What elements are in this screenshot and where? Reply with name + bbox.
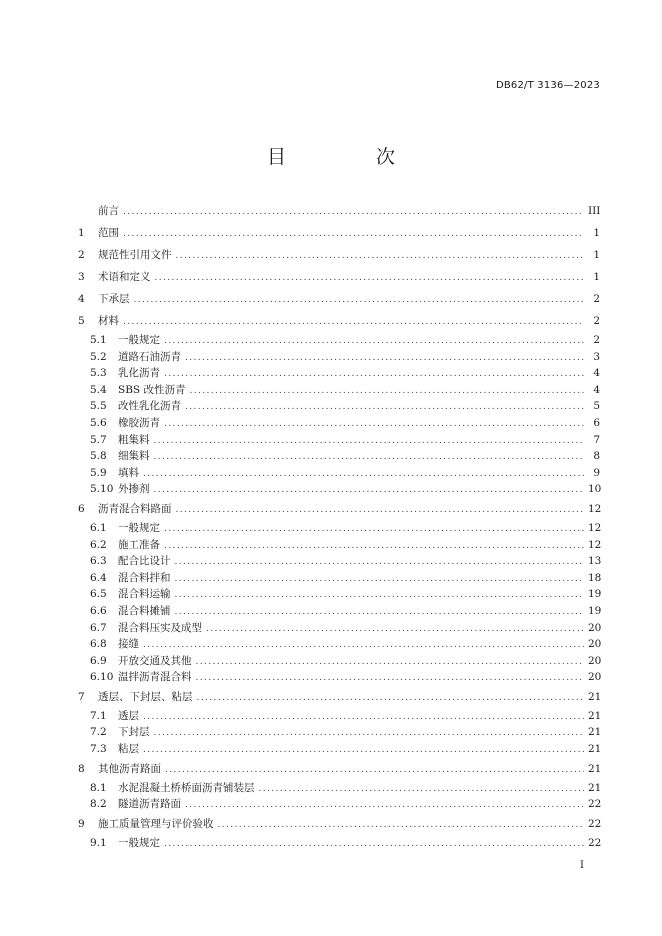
toc-entry-page: 12 [588, 538, 602, 551]
toc-entry-title: 材料 [98, 315, 119, 327]
toc-entry[interactable] [78, 620, 600, 637]
toc-entry[interactable] [78, 780, 600, 797]
toc-entry[interactable] [78, 669, 600, 686]
toc-leader-dots [206, 621, 584, 638]
toc-entry-page: 2 [593, 293, 600, 305]
toc-leader-dots [164, 333, 584, 350]
toc-entry-title: 施工质量管理与评价验收 [98, 817, 214, 830]
toc-entry-title: 温拌沥青混合料 [118, 671, 192, 684]
toc-entry-title: 透层 [118, 709, 139, 722]
toc-entry-number: 4 [78, 293, 85, 305]
toc-entry-number: 2 [78, 249, 85, 261]
toc-entry-title: 粘层 [118, 743, 139, 756]
toc-entry-title: 术语和定义 [98, 271, 151, 283]
toc-entry-number: 5.2 [90, 350, 107, 363]
toc-entry-number: 6.1 [90, 521, 107, 534]
toc-entry-number: 6 [78, 502, 85, 515]
table-of-contents [78, 200, 600, 851]
toc-leader-dots [123, 201, 584, 223]
toc-leader-dots [143, 709, 584, 726]
toc-entry[interactable] [78, 349, 600, 366]
toc-leader-dots [143, 742, 584, 759]
toc-leader-dots [123, 311, 584, 333]
page-number: I [580, 860, 584, 871]
toc-leader-dots [175, 587, 585, 604]
toc-entry-page: 8 [593, 450, 600, 463]
toc-entry-title: 粗集料 [118, 433, 150, 446]
toc-entry[interactable] [78, 813, 600, 835]
toc-entry-page: 22 [588, 836, 602, 849]
toc-entry-page: 2 [593, 315, 600, 327]
toc-entry-title: 一般规定 [118, 836, 160, 849]
toc-entry-page: 1 [593, 227, 600, 239]
toc-entry[interactable] [78, 498, 600, 520]
toc-entry-number: 8 [78, 762, 85, 775]
toc-entry[interactable] [78, 553, 600, 570]
toc-entry-page: 3 [593, 350, 600, 363]
toc-entry-number: 7.3 [90, 743, 107, 756]
toc-entry[interactable] [78, 200, 600, 222]
toc-entry-number: 1 [78, 227, 85, 239]
toc-entry-number: 5.7 [90, 433, 107, 446]
toc-entry-page: 2 [593, 334, 600, 346]
toc-leader-dots [164, 521, 584, 538]
toc-entry-number: 8.2 [90, 798, 107, 811]
toc-entry-number: 7.2 [90, 726, 107, 739]
toc-entry[interactable] [78, 586, 600, 603]
toc-entry-page: 21 [588, 781, 602, 794]
toc-leader-dots [185, 350, 584, 367]
toc-entry-page: 20 [588, 654, 602, 667]
toc-entry-title: 其他沥青路面 [98, 762, 161, 775]
toc-leader-dots [143, 637, 584, 654]
toc-leader-dots [154, 433, 585, 450]
toc-leader-dots [197, 687, 585, 709]
toc-entry-number: 6.7 [90, 621, 107, 634]
toc-entry-title: 透层、下封层、粘层 [98, 690, 193, 703]
toc-entry[interactable] [78, 222, 600, 244]
toc-entry-page: 21 [588, 743, 602, 756]
toc-leader-dots [154, 449, 585, 466]
toc-entry-page: 4 [593, 383, 600, 396]
toc-entry[interactable] [78, 520, 600, 537]
toc-entry[interactable] [78, 244, 600, 266]
toc-entry[interactable] [78, 603, 600, 620]
toc-entry-number: 6.8 [90, 638, 107, 651]
toc-entry-title: 混合料运输 [118, 588, 171, 601]
toc-entry-title: 一般规定 [118, 521, 160, 534]
toc-entry-number: 6.5 [90, 588, 107, 601]
toc-entry-title: 下承层 [98, 293, 130, 305]
toc-entry-title: 开放交通及其他 [118, 654, 192, 667]
toc-entry-title: 乳化沥青 [118, 367, 160, 380]
toc-entry-page: 20 [588, 621, 602, 634]
toc-entry-number: 9.1 [90, 836, 107, 849]
toc-entry-title: 范围 [98, 227, 119, 239]
toc-leader-dots [134, 289, 585, 311]
toc-entry-page: 21 [588, 726, 602, 739]
toc-entry-title: 改性乳化沥青 [118, 400, 181, 413]
toc-leader-dots [155, 267, 585, 289]
toc-leader-dots [176, 245, 585, 267]
toc-leader-dots [185, 797, 584, 814]
toc-entry-page: 19 [588, 604, 602, 617]
toc-entry-title: 混合料压实及成型 [118, 621, 202, 634]
toc-entry[interactable] [78, 708, 600, 725]
toc-leader-dots [143, 466, 584, 483]
toc-entry-title: 橡胶沥青 [118, 416, 160, 429]
toc-entry[interactable] [78, 332, 600, 349]
toc-leader-dots [175, 554, 585, 571]
toc-entry-page: 22 [588, 817, 602, 830]
toc-entry-number: 7.1 [90, 709, 107, 722]
toc-entry-number: 6.2 [90, 538, 107, 551]
toc-entry-page: 7 [593, 433, 600, 446]
toc-entry[interactable] [78, 758, 600, 780]
toc-entry[interactable] [78, 432, 600, 449]
toc-entry[interactable] [78, 448, 600, 465]
toc-entry[interactable] [78, 310, 600, 332]
toc-entry-number: 5 [78, 315, 85, 327]
toc-entry[interactable] [78, 796, 600, 813]
page-title: 目 次 [266, 146, 438, 168]
toc-entry-number: 5.1 [90, 334, 107, 346]
toc-leader-dots [154, 725, 585, 742]
toc-entry-page: 21 [588, 690, 602, 703]
toc-leader-dots [164, 366, 584, 383]
toc-leader-dots [196, 654, 585, 671]
toc-entry[interactable] [78, 741, 600, 758]
toc-entry[interactable] [78, 686, 600, 708]
toc-leader-dots [175, 604, 585, 621]
toc-entry-number: 9 [78, 817, 85, 830]
toc-leader-dots [218, 814, 585, 836]
toc-entry-page: 12 [588, 521, 602, 534]
toc-entry-page: 5 [593, 400, 600, 413]
toc-entry-page: 12 [588, 502, 602, 515]
toc-entry[interactable] [78, 537, 600, 554]
toc-entry-number: 5.8 [90, 450, 107, 463]
toc-entry-number: 5.10 [90, 483, 114, 496]
toc-entry-page: 1 [593, 249, 600, 261]
toc-entry-title: 填料 [118, 466, 139, 479]
toc-entry-title: 施工准备 [118, 538, 160, 551]
toc-entry-number: 3 [78, 271, 85, 283]
toc-entry-title: 水泥混凝土桥桥面沥青铺装层 [118, 781, 255, 794]
toc-leader-dots [165, 759, 584, 781]
toc-entry-page: 18 [588, 571, 602, 584]
toc-entry-title: 前言 [98, 205, 119, 217]
toc-entry[interactable] [78, 266, 600, 288]
toc-entry[interactable] [78, 724, 600, 741]
toc-entry-page: 19 [588, 588, 602, 601]
toc-entry-page: 22 [588, 798, 602, 811]
toc-entry-page: 9 [593, 466, 600, 479]
toc-entry-number: 6.10 [90, 671, 114, 684]
toc-entry-number: 6.3 [90, 555, 107, 568]
toc-entry-title: 一般规定 [118, 334, 160, 346]
toc-entry[interactable] [78, 835, 600, 852]
toc-leader-dots [189, 383, 584, 400]
toc-leader-dots [185, 399, 584, 416]
toc-leader-dots [164, 416, 584, 433]
toc-entry-number: 8.1 [90, 781, 107, 794]
toc-entry-title: 细集料 [118, 450, 150, 463]
toc-entry-title: 道路石油沥青 [118, 350, 181, 363]
toc-entry-page: 10 [588, 483, 602, 496]
toc-leader-dots [176, 499, 585, 521]
toc-entry-number: 5.9 [90, 466, 107, 479]
toc-leader-dots [196, 670, 585, 687]
toc-entry[interactable] [78, 365, 600, 382]
toc-entry-page: 13 [588, 555, 602, 568]
toc-entry-title: 下封层 [118, 726, 150, 739]
toc-entry-title: 混合料摊铺 [118, 604, 171, 617]
toc-leader-dots [175, 571, 585, 588]
toc-entry-title: 沥青混合料路面 [98, 502, 172, 515]
toc-entry-page: 20 [588, 638, 602, 651]
toc-entry-page: 1 [593, 271, 600, 283]
toc-leader-dots [259, 781, 585, 798]
toc-entry-title: 混合料拌和 [118, 571, 171, 584]
toc-entry-number: 5.6 [90, 416, 107, 429]
toc-entry[interactable] [78, 382, 600, 399]
toc-entry-title: 隧道沥青路面 [118, 798, 181, 811]
toc-entry-number: 5.5 [90, 400, 107, 413]
toc-entry-title: 外掺剂 [118, 483, 150, 496]
toc-entry[interactable] [78, 288, 600, 310]
toc-entry-page: 21 [588, 709, 602, 722]
toc-entry-page: 21 [588, 762, 602, 775]
toc-entry-page: III [588, 205, 601, 217]
toc-entry-title: 配合比设计 [118, 555, 171, 568]
toc-entry-number: 5.3 [90, 367, 107, 380]
toc-leader-dots [164, 538, 584, 555]
toc-entry[interactable] [78, 653, 600, 670]
toc-entry[interactable] [78, 465, 600, 482]
toc-entry-page: 6 [593, 416, 600, 429]
toc-entry[interactable] [78, 415, 600, 432]
toc-leader-dots [164, 836, 584, 853]
toc-leader-dots [123, 223, 584, 245]
toc-entry-number: 6.6 [90, 604, 107, 617]
toc-entry[interactable] [78, 398, 600, 415]
toc-entry[interactable] [78, 636, 600, 653]
toc-entry-title: SBS 改性沥青 [118, 383, 186, 396]
toc-entry-number: 7 [78, 690, 85, 703]
toc-entry-number: 6.9 [90, 654, 107, 667]
document-code: DB62/T 3136—2023 [495, 80, 600, 91]
toc-entry-title: 规范性引用文件 [98, 249, 172, 261]
toc-entry-page: 4 [593, 367, 600, 380]
toc-leader-dots [154, 482, 585, 499]
toc-entry-number: 6.4 [90, 571, 107, 584]
toc-entry-page: 20 [588, 671, 602, 684]
toc-entry-number: 5.4 [90, 383, 107, 396]
toc-entry[interactable] [78, 481, 600, 498]
toc-entry-title: 接缝 [118, 638, 139, 651]
toc-entry[interactable] [78, 570, 600, 587]
